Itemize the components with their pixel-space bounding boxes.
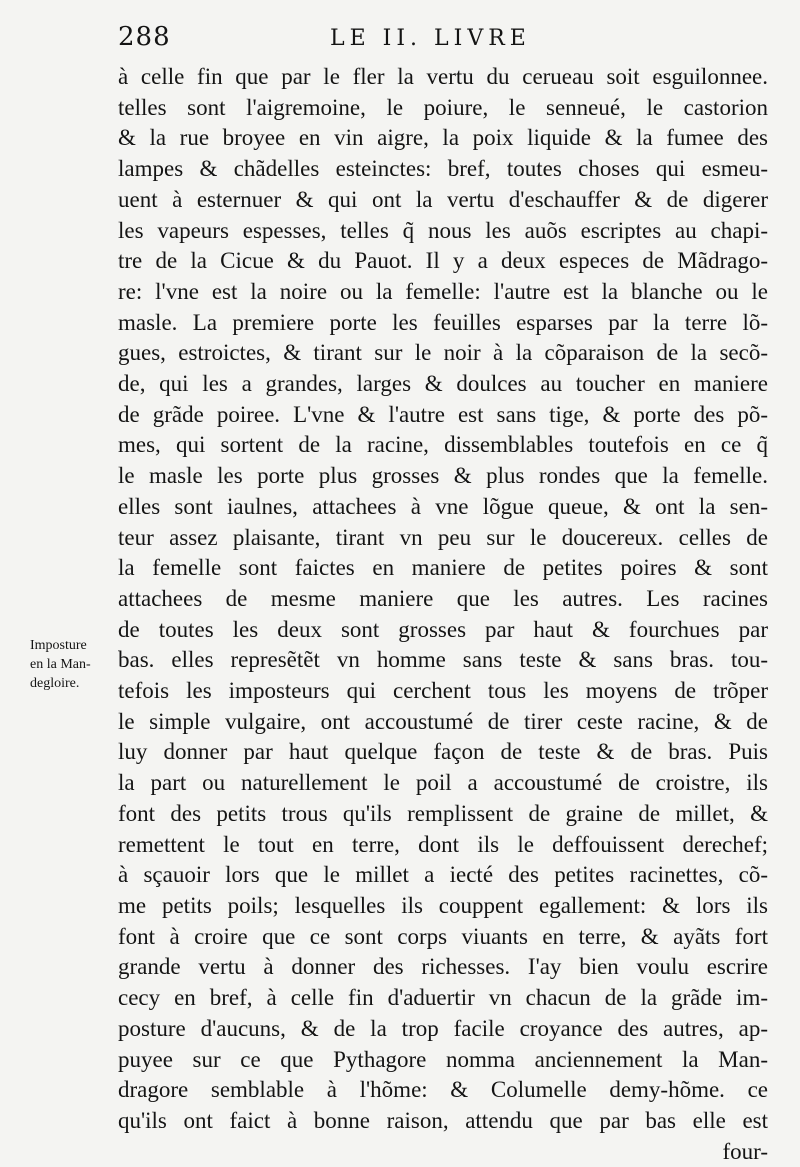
- page-number: 288: [118, 22, 171, 52]
- page-header: [118, 22, 768, 56]
- text-line: le simple vulgaire, ont accoustumé de tirer ceste racine, & de: [118, 708, 768, 734]
- text-line: dragore semblable à l'hõme: & Columelle demy-hõme. ce: [118, 1077, 768, 1103]
- text-line: teur assez plaisante, tirant vn peu sur le doucereux. celles de: [118, 524, 768, 550]
- text-line: qu'ils ont faict à bonne raison, attendu que par bas elle est: [118, 1107, 768, 1133]
- text-line: masle. La premiere porte les feuilles esparses par la terre lõ-: [118, 309, 768, 335]
- margin-note-line: en la Man-: [30, 657, 91, 672]
- text-line: telles sont l'aigremoine, le poiure, le senneué, le castorion: [118, 94, 768, 120]
- text-line: font des petits trous qu'ils remplissent de graine de millet, &: [118, 800, 768, 826]
- text-line: bas. elles represẽtẽt vn homme sans teste & sans bras. tou-: [118, 647, 768, 673]
- text-line: luy donner par haut quelque façon de teste & de bras. Puis: [118, 739, 768, 765]
- text-line: la femelle sont faictes en maniere de petites poires & sont: [118, 555, 768, 581]
- text-line: gues, estroictes, & tirant sur le noir à la cõparaison de la secõ-: [118, 340, 768, 366]
- text-line: grande vertu à donner des richesses. I'ay bien voulu escrire: [118, 954, 768, 980]
- text-line: tefois les imposteurs qui cerchent tous les moyens de trõper: [118, 678, 768, 704]
- text-line: uent à esternuer & qui ont la vertu d'eschauffer & de digerer: [118, 186, 768, 212]
- margin-note: [30, 636, 120, 693]
- text-line: attachees de mesme maniere que les autres. Les racines: [118, 585, 768, 611]
- text-line: tre de la Cicue & du Pauot. Il y a deux especes de Mãdrago-: [118, 248, 768, 274]
- text-line: de, qui les a grandes, larges & doulces au toucher en maniere: [118, 371, 768, 397]
- running-title: LE II. LIVRE: [330, 26, 531, 51]
- text-line: de toutes les deux sont grosses par haut & fourchues par: [118, 616, 768, 642]
- catchword: four-: [722, 1138, 768, 1164]
- text-line: cecy en bref, à celle fin d'aduertir vn chacun de la grãde im-: [118, 985, 768, 1011]
- text-line: puyee sur ce que Pythagore nomma anciennement la Man-: [118, 1046, 768, 1072]
- text-line: remettent le tout en terre, dont ils le deffouissent derechef;: [118, 831, 768, 857]
- text-line: lampes & chãdelles esteinctes: bref, toutes choses qui esmeu-: [118, 156, 768, 182]
- text-line: font à croire que ce sont corps viuants en terre, & ayãts fort: [118, 923, 768, 949]
- body-text: [118, 62, 768, 1167]
- text-line: à celle fin que par le fler la vertu du cerueau soit esguilonnee.: [118, 64, 768, 89]
- text-line: posture d'aucuns, & de la trop facile croyance des autres, ap-: [118, 1015, 768, 1041]
- text-line: & la rue broyee en vin aigre, la poix liquide & la fumee des: [118, 125, 768, 151]
- margin-note-line: degloire.: [30, 676, 80, 691]
- text-line: elles sont iaulnes, attachees à vne lõgue queue, & ont la sen-: [118, 493, 768, 519]
- text-line: mes, qui sortent de la racine, dissemblables toutefois en ce q̃: [118, 432, 768, 458]
- text-line: re: l'vne est la noire ou la femelle: l'autre est la blanche ou le: [118, 278, 768, 304]
- text-line: de grãde poiree. L'vne & l'autre est sans tige, & porte des põ-: [118, 401, 768, 427]
- text-line: la part ou naturellement le poil a accoustumé de croistre, ils: [118, 770, 768, 796]
- text-line: les vapeurs espesses, telles q̃ nous les auõs escriptes au chapi-: [118, 217, 768, 243]
- text-line: le masle les porte plus grosses & plus rondes que la femelle.: [118, 463, 768, 489]
- margin-note-line: Imposture: [30, 638, 87, 653]
- text-line: à sçauoir lors que le millet a iecté des petites racinettes, cõ-: [118, 862, 768, 888]
- text-line: me petits poils; lesquelles ils couppent egallement: & lors ils: [118, 892, 768, 918]
